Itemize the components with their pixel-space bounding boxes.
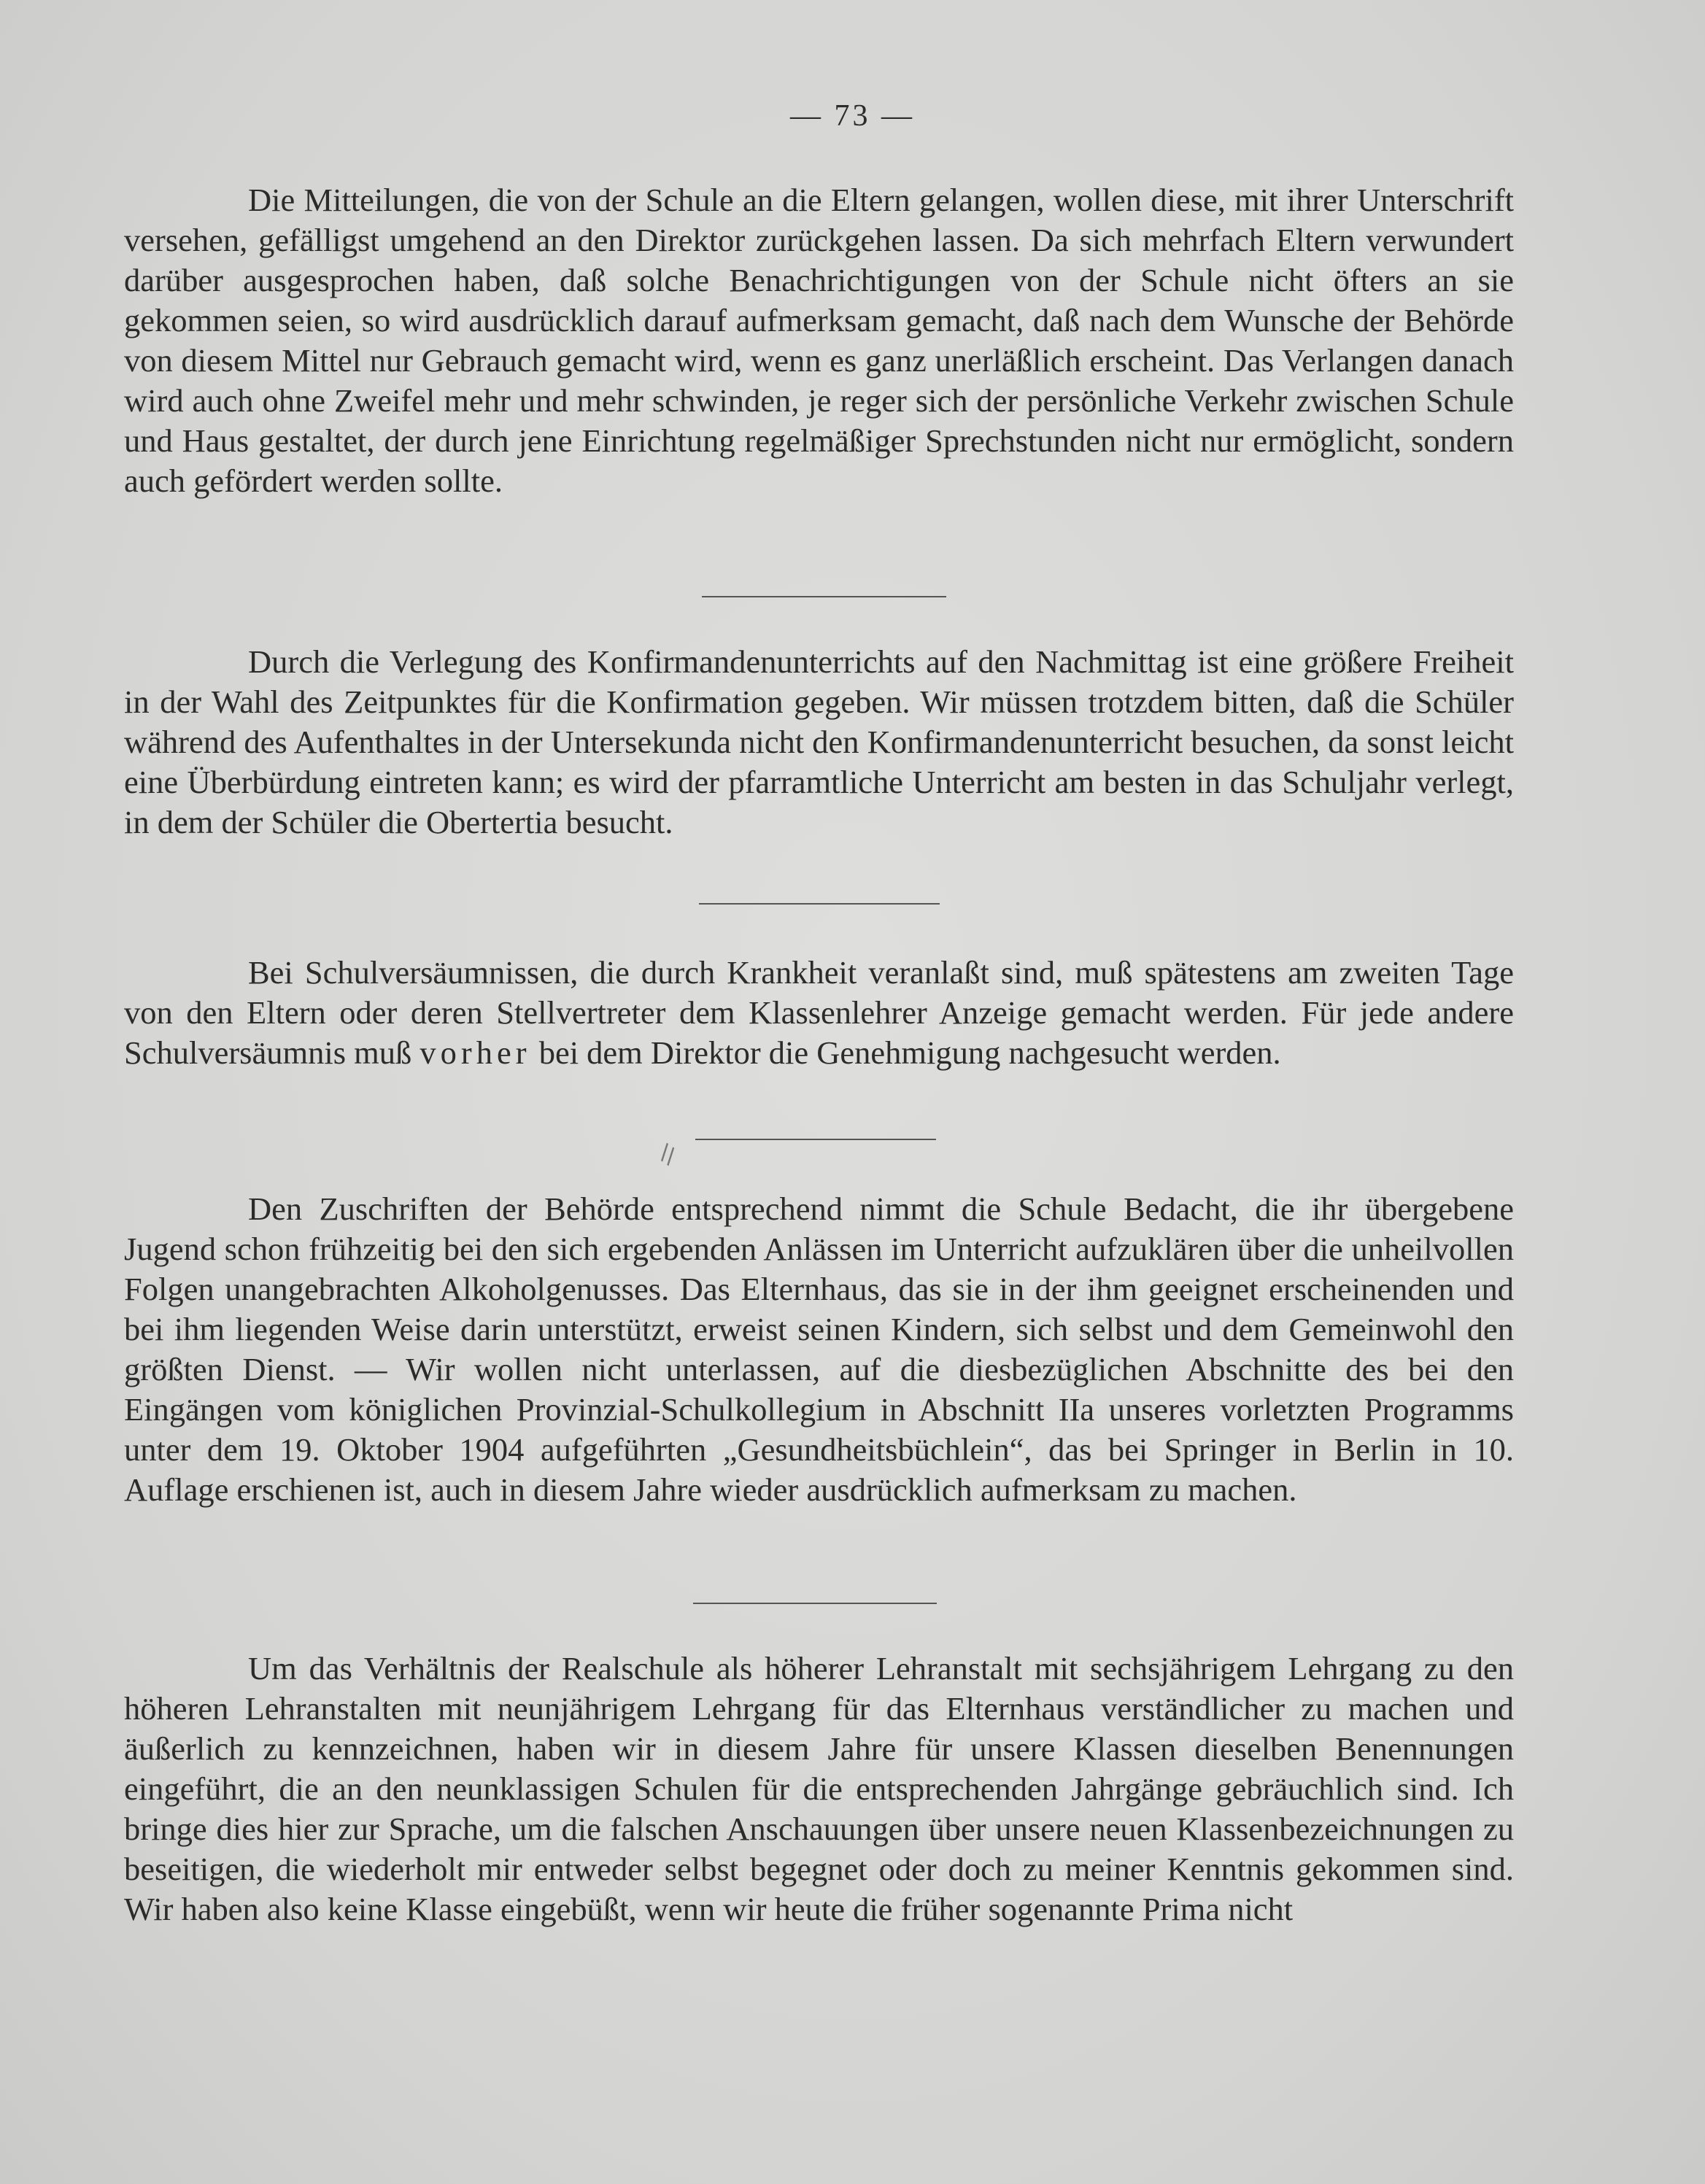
paragraph-alkoholgenuss: Den Zuschriften der Behörde entsprechend nimmt die Schule Bedacht, die ihr übergebene Jugend schon frühzeitig bei den sich ergebenden Anlässen im Unterricht aufzuklären über die unheilvollen Folgen unangebrachten Alkoholgenusses. Das Elternhaus, das sie in der ihm geeignet erscheinenden und bei ihm liegenden Weise darin unterstützt, erweist seinen Kindern, sich selbst und dem Gemeinwohl den größten Dienst. — Wir wollen nicht unterlassen, auf die diesbezüglichen Abschnitte des bei den Eingängen vom königlichen Provinzial-Schulkollegium in Abschnitt IIa unseres vorletzten Programms unter dem 19. Oktober 1904 aufgeführten „Gesundheitsbüchlein“, das bei Springer in Berlin in 10. Auflage erschienen ist, auch in diesem Jahre wieder ausdrücklich aufmerksam zu machen. — [124, 1190, 1514, 1508]
emphasized-word: vorher — [420, 1034, 531, 1071]
paragraph-text-before: Bei Schulversäumnissen, die durch Krankheit veranlaßt sind, muß spätestens am zweiten Tage von den Eltern oder deren Stellvertreter dem Klassenlehrer Anzeige gemacht werden. Für jede andere Schulversäumnis muß — [124, 954, 1514, 1071]
page-number: — 73 — — [790, 99, 915, 133]
section-divider — [695, 1139, 936, 1140]
paragraph-konfirmandenunterricht: Durch die Verlegung des Konfirmandenunterrichts auf den Nachmittag ist eine größere Freiheit in der Wahl des Zeitpunktes für die Konfirmation gegeben. Wir müssen trotzdem bitten, daß die Schüler während des Aufenthaltes in der Untersekunda nicht den Konfirmandenunterricht besuchen, da sonst leicht eine Überbürdung eintreten kann; es wird der pfarramtliche Unterricht am besten in das Schuljahr verlegt, in dem der Schüler die Obertertia besucht. — [124, 643, 1514, 840]
section-divider — [699, 903, 940, 905]
section-divider — [702, 596, 946, 597]
paragraph-text-after: bei dem Direktor die Genehmigung nachgesucht werden. — [530, 1034, 1281, 1071]
ink-speck: \\ — [654, 1139, 681, 1169]
paragraph-klassenbezeichnungen: Um das Verhältnis der Realschule als höherer Lehranstalt mit sechsjährigem Lehrgang zu den höheren Lehranstalten mit neunjährigem Lehrgang für das Elternhaus verständlicher zu machen und äußerlich zu kennzeichnen, haben wir in diesem Jahre für unsere Klassen dieselben Benennungen eingeführt, die an den neunklassigen Schulen für die entsprechenden Jahrgänge gebräuchlich sind. Ich bringe dies hier zur Sprache, um die falschen Anschauungen über unsere neuen Klassenbezeichnungen zu beseitigen, die wiederholt mir entweder selbst begegnet oder doch zu meiner Kenntnis gekommen sind. Wir haben also keine Klasse eingebüßt, wenn wir heute die früher sogenannte Prima nicht — [124, 1650, 1514, 1927]
paragraph-schulversaeumnisse — [124, 953, 1514, 1073]
section-divider — [693, 1603, 937, 1604]
paragraph-mitteilungen: Die Mitteilungen, die von der Schule an die Eltern gelangen, wollen diese, mit ihrer Unterschrift versehen, gefälligst umgehend an den Direktor zurückgehen lassen. Da sich mehrfach Eltern verwundert darüber ausgesprochen haben, daß solche Benachrichtigungen von der Schule nicht öfters an sie gekommen seien, so wird ausdrücklich darauf aufmerksam gemacht, daß nach dem Wunsche der Behörde von diesem Mittel nur Gebrauch gemacht wird, wenn es ganz unerläßlich erscheint. Das Verlangen danach wird auch ohne Zweifel mehr und mehr schwinden, je reger sich der persönliche Verkehr zwischen Schule und Haus gestaltet, der durch jene Einrichtung regelmäßiger Sprechstunden nicht nur ermöglicht, sondern auch gefördert werden sollte. — [124, 182, 1514, 499]
